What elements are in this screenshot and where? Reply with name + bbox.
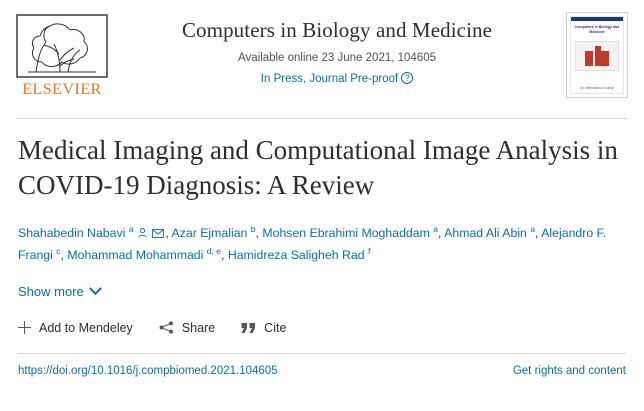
share-icon (159, 321, 174, 334)
author-name[interactable]: Mohammad Mohammadi (67, 248, 204, 263)
author-affiliation[interactable]: d, e (206, 246, 221, 257)
page-header (0, 0, 644, 112)
author-list (18, 222, 626, 266)
journal-title[interactable]: Computers in Biology and Medicine (181, 18, 493, 42)
author-profile-icon[interactable] (138, 228, 147, 238)
cover-footer-text: An International Journal (580, 86, 614, 90)
doi-link[interactable]: https://doi.org/10.1016/j.compbiomed.2021.104605 (18, 364, 278, 377)
author-name[interactable]: Shahabedin Nabavi (18, 226, 126, 241)
elsevier-logo[interactable] (16, 10, 112, 100)
author-item[interactable]: Alejandro F. Frangi $^c$, (18, 226, 607, 263)
rights-and-content-link[interactable]: Get rights and content (512, 364, 626, 377)
cover-band (571, 17, 623, 21)
availability-text: Available online 23 June 2021, 104605 (237, 52, 436, 65)
help-icon[interactable]: ? (401, 72, 413, 84)
share-button[interactable] (159, 321, 215, 335)
cover-artwork (575, 41, 619, 71)
author-item[interactable]: Shahabedin Nabavi $^a$ , (18, 224, 169, 241)
author-item[interactable]: Mohsen Ebrahimi Moghaddam $^a$, (262, 224, 442, 241)
email-author-icon[interactable] (152, 229, 164, 238)
author-name[interactable]: Mohsen Ebrahimi Moghaddam (262, 226, 430, 241)
press-status (112, 72, 562, 85)
author-affiliation[interactable]: f (367, 246, 371, 257)
journal-cover-image[interactable] (566, 12, 628, 98)
cite-label: Cite (264, 320, 287, 335)
author-affiliation[interactable]: a (128, 224, 134, 235)
add-to-mendeley-label: Add to Mendeley (39, 320, 133, 335)
press-status-label: In Press, Journal Pre-proof (260, 73, 399, 86)
plus-icon (18, 321, 31, 334)
article-actions (18, 321, 626, 335)
journal-info (112, 10, 562, 85)
journal-cover-wrap (562, 10, 628, 98)
author-item[interactable]: Azar Ejmalian $^b$, (171, 224, 259, 241)
share-label: Share (181, 320, 216, 335)
elsevier-wordmark: ELSEVIER (22, 81, 102, 98)
page-title: Medical Imaging and Computational Image Analysis in COVID-19 Diagnosis: A Review (18, 135, 618, 200)
author-affiliation[interactable]: a (433, 224, 438, 235)
cite-button[interactable] (241, 321, 286, 335)
article-section (0, 119, 644, 335)
author-name[interactable]: Azar Ejmalian (171, 226, 248, 241)
author-item[interactable] (228, 248, 371, 262)
page-footer (0, 354, 644, 377)
journal-cover-inner (570, 16, 624, 94)
author-name[interactable]: Alejandro F. Frangi (18, 226, 607, 263)
author-name[interactable]: Hamidreza Saligheh Rad (227, 248, 365, 263)
add-to-mendeley-button[interactable] (18, 321, 133, 335)
chevron-down-icon (89, 282, 102, 295)
author-name[interactable]: Ahmad Ali Abin (444, 226, 527, 241)
show-more-label: Show more (18, 283, 84, 299)
author-item[interactable]: Ahmad Ali Abin $^a$, (444, 224, 539, 241)
elsevier-tree-icon (16, 14, 108, 100)
author-affiliation[interactable]: a (530, 224, 536, 235)
author-affiliation[interactable]: b (250, 224, 256, 235)
show-more-button[interactable] (18, 284, 100, 299)
cover-title: Computers in Biology and Medicine (574, 25, 620, 34)
author-item[interactable]: Mohammad Mohammadi $^{d, e}$, (67, 246, 225, 263)
quote-icon (241, 322, 256, 334)
author-affiliation[interactable]: c (56, 246, 61, 257)
